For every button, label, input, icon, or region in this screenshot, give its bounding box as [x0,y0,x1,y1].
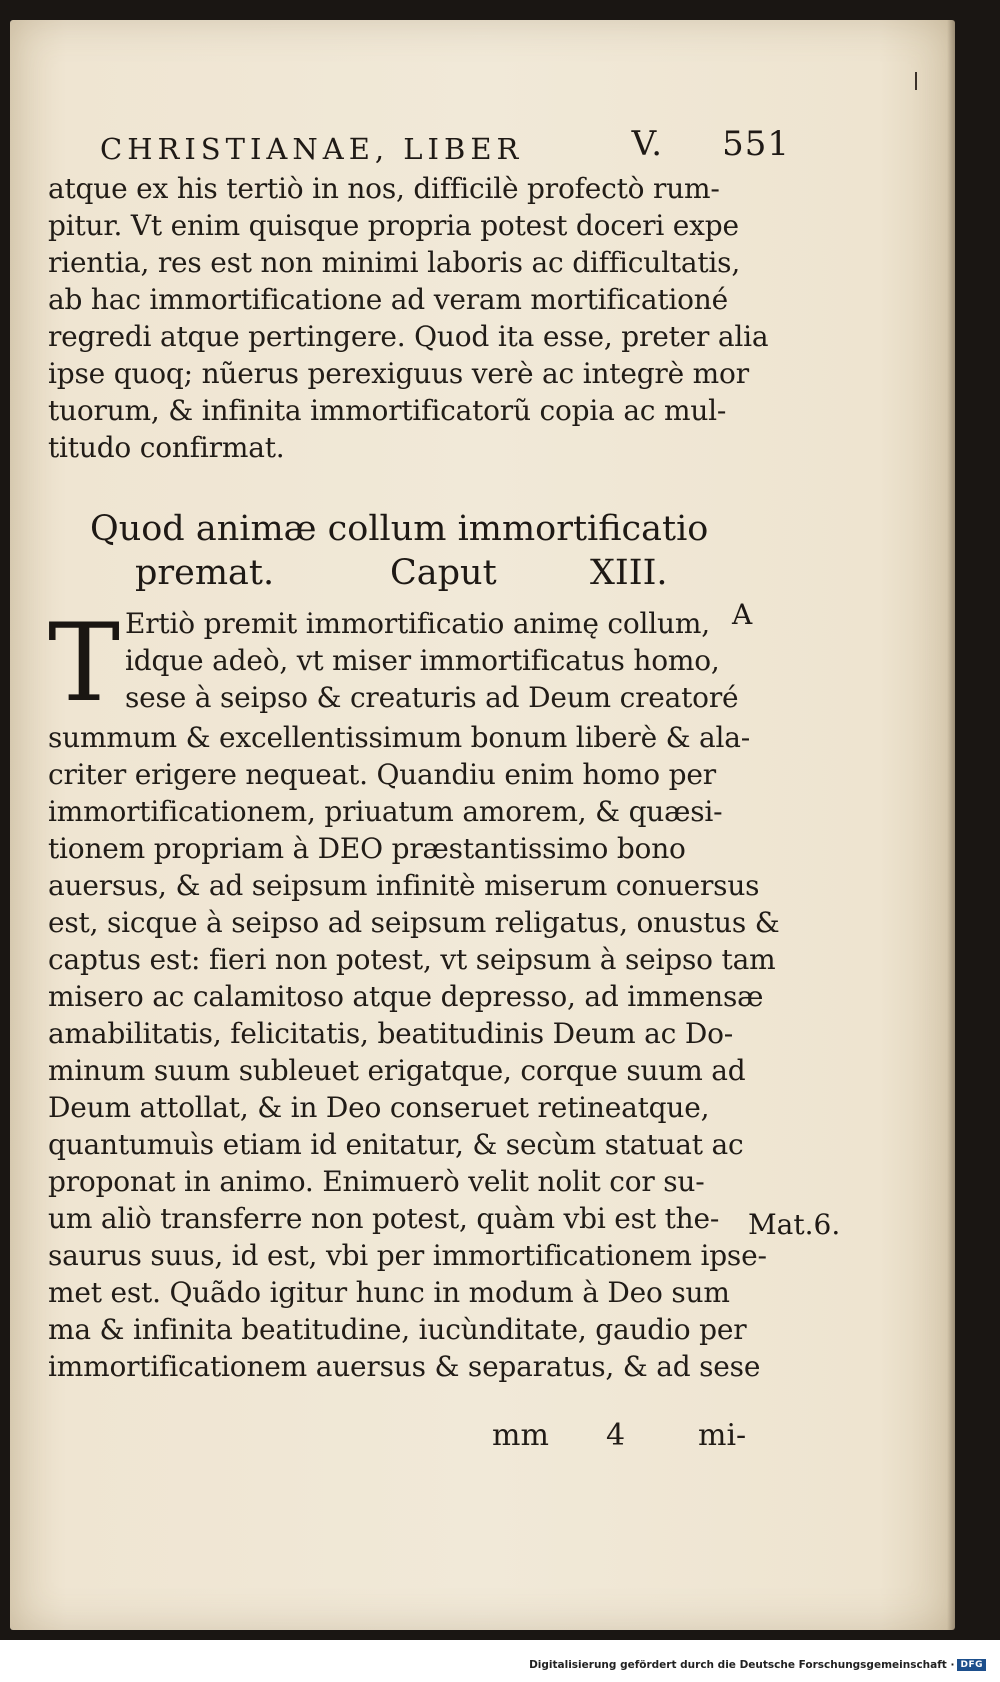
text-line: ma & infinita beatitudine, iucùnditate, gaudio per [48,1313,747,1346]
folio-number: 551 [722,124,790,164]
chapter-title-line2 [135,550,695,596]
page-edge-shadow [947,20,955,1630]
text-line: saurus suus, id est, vbi per immortificationem ipse- [48,1239,767,1272]
text-line: rientia, res est non minimi laboris ac difficultatis, [48,246,741,279]
text-line: amabilitatis, felicitatis, beatitudinis Deum ac Do- [48,1017,734,1050]
digitization-credit [529,1659,986,1677]
text-line: met est. Quãdo igitur hunc in modum à Deo sum [48,1276,730,1309]
text-line: immortificationem, priuatum amorem, & quæsi- [48,795,723,828]
signature-mark: mm [492,1418,549,1453]
book-number: V. [631,124,664,164]
text-line: titudo confirmat. [48,431,285,464]
margin-mark [915,72,917,90]
credit-text: Digitalisierung gefördert durch die Deutsche Forschungsgemeinschaft · [529,1659,955,1671]
text-line: quantumuìs etiam id enitatur, & secùm statuat ac [48,1128,744,1161]
chapter-number: XIII. [590,553,668,593]
text-line: um aliò transferre non potest, quàm vbi est the- [48,1202,720,1235]
text-line: sese à seipso & creaturis ad Deum creatoré [125,681,739,714]
text-line: Deum attollat, & in Deo conseruet retineatque, [48,1091,710,1124]
drop-capital: T [48,601,121,726]
running-head: CHRISTIANAE, LIBER [100,132,524,166]
margin-reference: Mat.6. [748,1208,841,1241]
text-line: tuorum, & infinita immortificatorũ copia ac mul- [48,394,727,427]
text-line: minum suum subleuet erigatque, corque suum ad [48,1054,746,1087]
catchword: mi- [698,1418,747,1453]
text-line: idque adeò, vt miser immortificatus homo, [125,644,720,677]
chapter-title: Quod animæ collum immortificatio [90,509,709,549]
text-line: summum & excellentissimum bonum liberè & ala- [48,721,751,754]
chapter-title-premat: premat. [135,553,275,593]
text-line: Ertiò premit immortificatio animę collum, [125,607,710,640]
text-line: misero ac calamitoso atque depresso, ad immensæ [48,980,764,1013]
text-line: auersus, & ad seipsum infinitè miserum conuersus [48,869,760,902]
text-line: est, sicque à seipso ad seipsum religatus, onustus & [48,906,780,939]
text-line: regredi atque pertingere. Quod ita esse, preter alia [48,320,769,353]
book-and-folio [632,124,790,164]
text-line: captus est: fieri non potest, vt seipsum à seipso tam [48,943,776,976]
text-line: atque ex his tertiò in nos, difficilè profectò rum- [48,172,720,205]
text-line: tionem propriam à DEO præstantissimo bono [48,832,686,865]
text-line: ipse quoq; nũerus perexiguus verè ac integrè mor [48,357,749,390]
text-line: pitur. Vt enim quisque propria potest doceri expe [48,209,739,242]
text-line: proponat in animo. Enimuerò velit nolit cor su- [48,1165,705,1198]
dfg-logo: DFG [957,1659,986,1671]
chapter-caput-label: Caput [390,553,497,593]
signature-number: 4 [606,1418,626,1453]
margin-section-letter: A [732,598,753,631]
text-line: ab hac immortificatione ad veram mortificationé [48,283,728,316]
text-line: immortificationem auersus & separatus, & ad sese [48,1350,761,1383]
page-header [100,118,790,178]
text-line: criter erigere nequeat. Quandiu enim homo per [48,758,716,791]
